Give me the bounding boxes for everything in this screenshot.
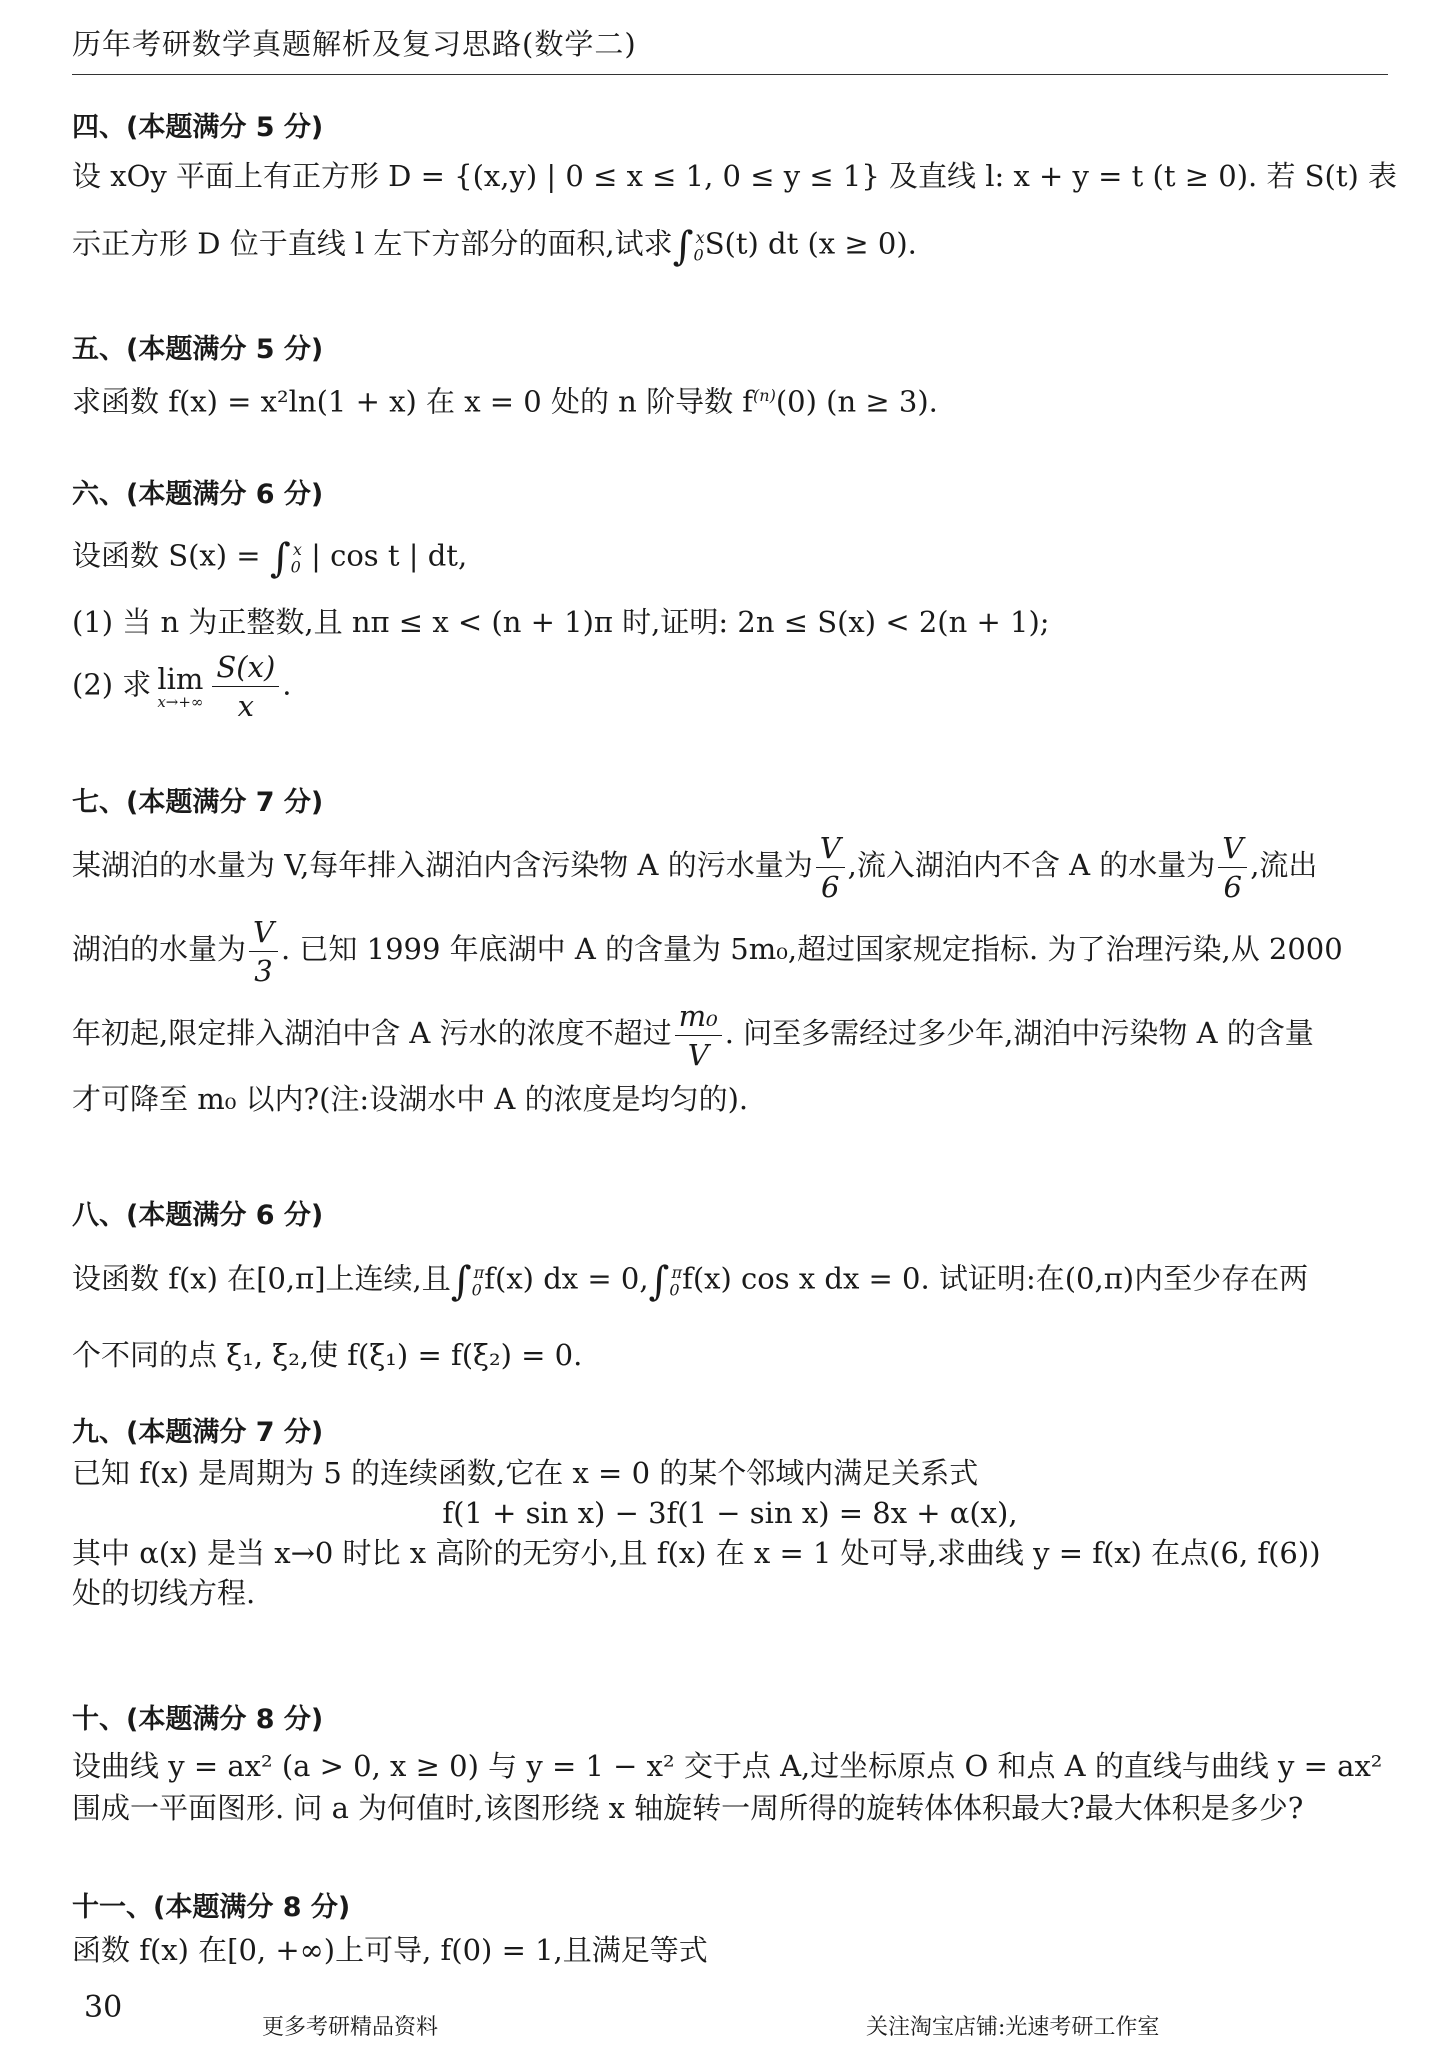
question-8-heading: 八、(本题满分 6 分) <box>72 1200 324 1231</box>
question-10-heading: 十、(本题满分 8 分) <box>72 1704 324 1735</box>
question-10-line-2: 围成一平面图形. 问 a 为何值时,该图形绕 x 轴旋转一周所得的旋转体体积最大?最大体积是多少? <box>72 1791 1304 1825</box>
question-9-line-3: 其中 α(x) 是当 x→0 时比 x 高阶的无穷小,且 f(x) 在 x = 1 处可导,求曲线 y = f(x) 在点(6, f(6)) <box>72 1536 1321 1570</box>
footer-right-text: 关注淘宝店铺:光速考研工作室 <box>866 2015 1160 2040</box>
question-10 <box>72 1700 1388 1828</box>
question-6-line-2: (1) 当 n 为正整数,且 nπ ≤ x < (n + 1)π 时,证明: 2n ≤ S(x) < 2(n + 1); <box>72 605 1050 640</box>
question-9-equation: f(1 + sin x) − 3f(1 − sin x) = 8x + α(x), <box>442 1496 1018 1530</box>
running-header: 历年考研数学真题解析及复习思路(数学二) <box>72 27 637 61</box>
question-5-heading: 五、(本题满分 5 分) <box>72 334 324 365</box>
question-9 <box>72 1413 1388 1613</box>
question-8 <box>72 1196 1388 1375</box>
limit: lim x→+∞ <box>157 661 204 711</box>
question-11 <box>72 1888 1388 1970</box>
integral-sign: ∫ <box>672 223 694 270</box>
question-7-heading: 七、(本题满分 7 分) <box>72 787 324 818</box>
question-4-line-2: 示正方形 D 位于直线 l 左下方部分的面积,试求$\int_0^xS(t)$ dt (x ≥ 0). <box>72 223 917 270</box>
question-11-heading: 十一、(本题满分 8 分) <box>72 1892 351 1923</box>
question-10-line-1: 设曲线 y = ax² (a > 0, x ≥ 0) 与 y = 1 − x² 交于点 A,过坐标原点 O 和点 A 的直线与曲线 y = ax² <box>72 1749 1383 1783</box>
question-5-line-1: 求函数 f(x) = x²ln(1 + x) 在 x = 0 处的 n 阶导数 $f^{(n)}(0) (n \ge 3)$. <box>72 384 938 419</box>
question-7-line-1: 某湖泊的水量为 V,每年排入湖泊内含污染物 A 的污水量为 $\frac{V}{6}$ ,流入湖泊内不含 A 的水量为 $\frac{V}{6}$ ,流出 <box>72 830 1318 904</box>
question-7 <box>72 783 1388 1119</box>
question-6-line-1: 设函数 $S(x) = \int_0^x$ | cos t | dt, <box>72 535 468 582</box>
question-6-line-3: (2) 求 lim x→+∞ $\frac{S(x)}{x}$ . <box>72 650 292 724</box>
question-9-heading: 九、(本题满分 7 分) <box>72 1417 324 1448</box>
question-4-line-1: 设 xOy 平面上有正方形 D = {(x,y) | 0 ≤ x ≤ 1, 0 ≤ y ≤ 1} 及直线 l: x + y = t (t ≥ 0). 若 S(t) 表 <box>72 159 1398 193</box>
integral-sign: ∫ <box>269 535 291 582</box>
question-8-line-1: 设函数 f(x) 在[0,π]上连续,且$\int_0^\pi f(x)$ dx = $0,\int_0^\pi f(x)$ cos x dx = 0. 试证明:在(0,π)内至少存在两 <box>72 1258 1309 1305</box>
question-4 <box>72 108 1398 297</box>
question-8-line-2: 个不同的点 ξ₁, ξ₂,使 f(ξ₁) = f(ξ₂) = 0. <box>72 1338 583 1373</box>
question-6 <box>72 475 1388 725</box>
fraction: $\frac{S(x)}{x}$ <box>212 648 279 725</box>
question-7-line-4: 才可降至 m₀ 以内?(注:设湖水中 A 的浓度是均匀的). <box>72 1082 749 1116</box>
header-rule <box>72 74 1388 75</box>
question-9-line-1: 已知 f(x) 是周期为 5 的连续函数,它在 x = 0 的某个邻域内满足关系式 <box>72 1456 979 1490</box>
question-9-line-4: 处的切线方程. <box>72 1576 256 1610</box>
footer-left-text: 更多考研精品资料 <box>262 2015 439 2040</box>
question-4-heading: 四、(本题满分 5 分) <box>72 112 324 143</box>
question-6-heading: 六、(本题满分 6 分) <box>72 479 324 510</box>
page-number: 30 <box>84 1990 123 2025</box>
question-11-line-1: 函数 f(x) 在[0, +∞)上可导, f(0) = 1,且满足等式 <box>72 1933 708 1967</box>
question-7-line-3: 年初起,限定排入湖泊中含 A 污水的浓度不超过 $\frac{\text{m₀}}{V}$ . 问至多需经过多少年,湖泊中污染物 A 的含量 <box>72 998 1314 1072</box>
question-7-line-2: 湖泊的水量为 $\frac{V}{3}$ . 已知 1999 年底湖中 A 的含量为 5m₀,超过国家规定指标. 为了治理污染,从 2000 <box>72 914 1343 988</box>
question-5 <box>72 330 1388 422</box>
